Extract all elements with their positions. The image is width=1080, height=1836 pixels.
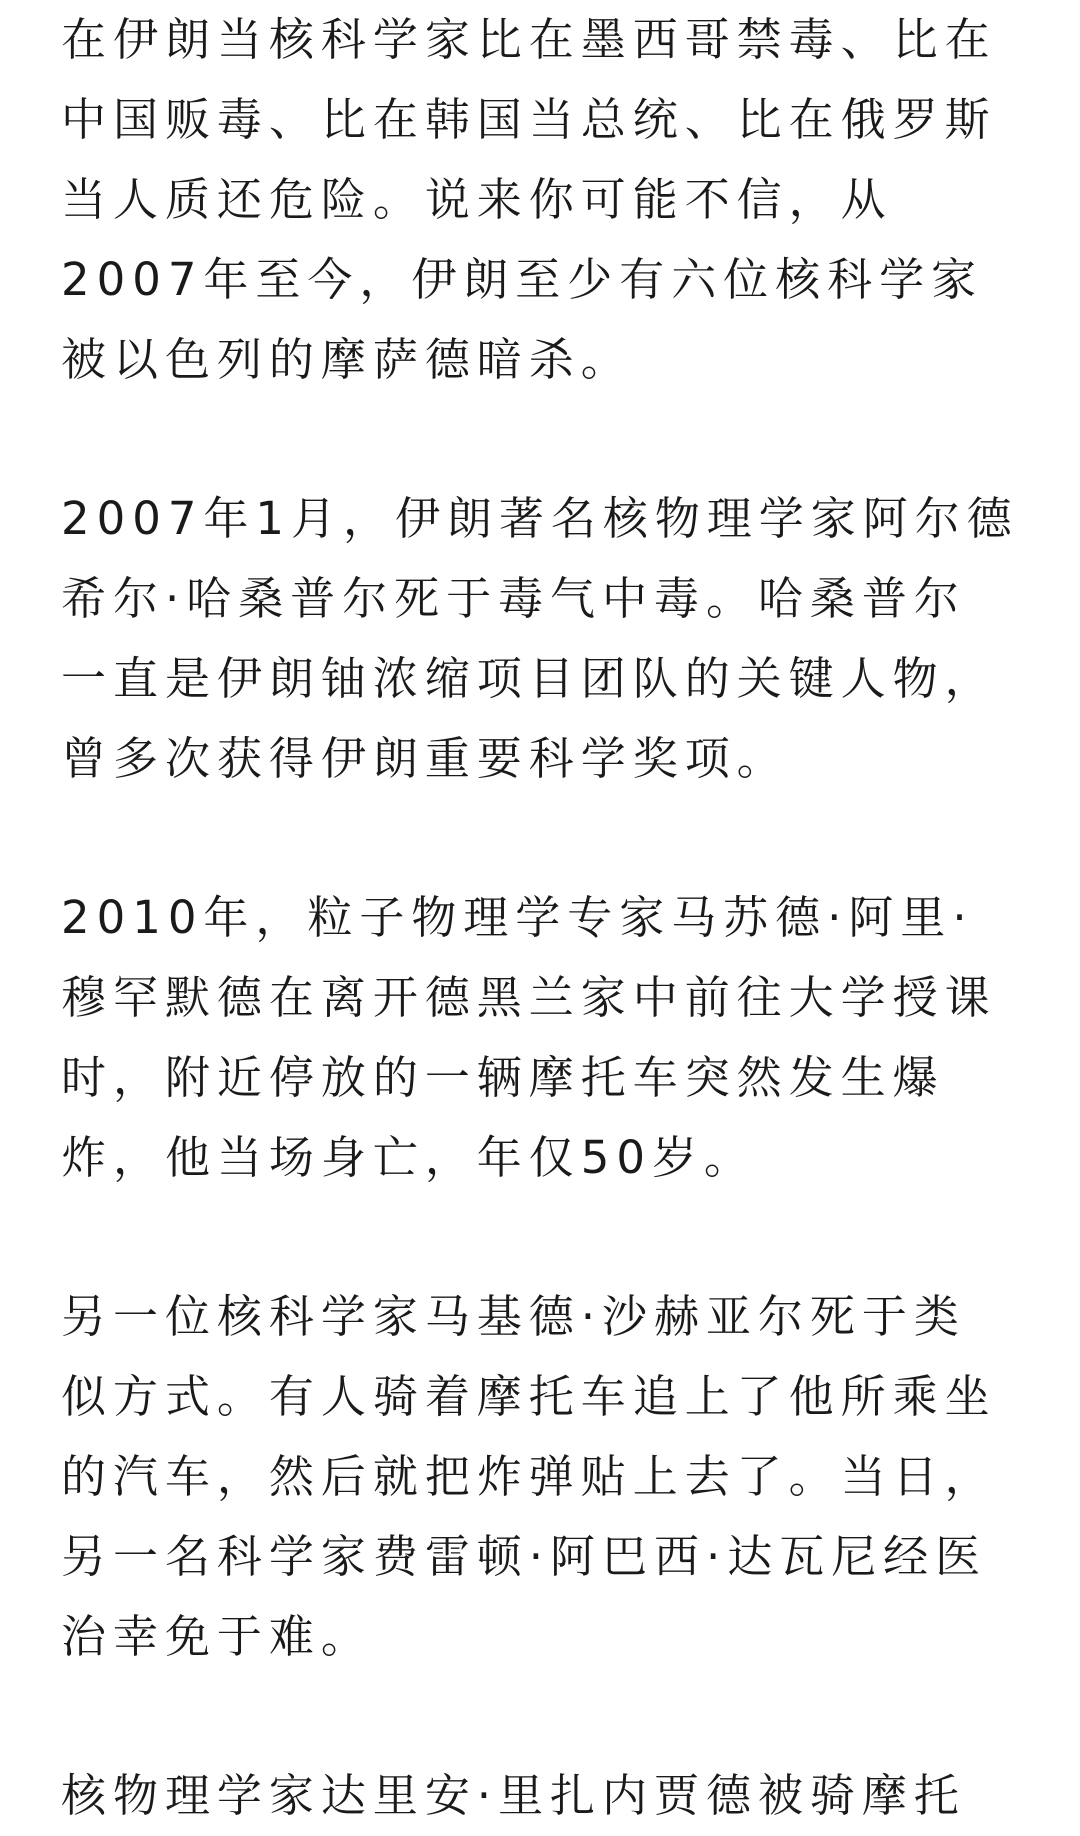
paragraph-shahriari [61,1277,1019,1677]
paragraph-intro [61,0,1019,400]
text-line: 治幸免于难。 [61,1610,373,1663]
text-line: 另一名科学家费雷顿·阿巴西·达瓦尼经医 [61,1530,988,1583]
text-line: 一直是伊朗铀浓缩项目团队的关键人物， [61,652,997,705]
text-line: 中国贩毒、比在韩国当总统、比在俄罗斯 [61,93,997,146]
text-line: 时，附近停放的一辆摩托车突然发生爆 [61,1051,945,1104]
text-line: 似方式。有人骑着摩托车追上了他所乘坐 [61,1370,997,1423]
paragraph-2010 [61,878,1019,1198]
text-line: 被以色列的摩萨德暗杀。 [61,333,633,386]
text-line: 炸，他当场身亡，年仅50岁。 [61,1131,756,1184]
text-line: 核物理学家达里安·里扎内贾德被骑摩托 [61,1769,966,1822]
text-line: 在伊朗当核科学家比在墨西哥禁毒、比在 [61,13,997,66]
article-body [61,0,1019,1836]
text-line: 穆罕默德在离开德黑兰家中前往大学授课 [61,971,997,1024]
paragraph-gap [61,799,1019,878]
paragraph-gap [61,1677,1019,1756]
text-line: 的汽车，然后就把炸弹贴上去了。当日， [61,1450,997,1503]
paragraph-gap [61,1198,1019,1277]
text-line: 当人质还危险。说来你可能不信，从 [61,173,893,226]
text-line: 曾多次获得伊朗重要科学奖项。 [61,732,789,785]
paragraph-2007 [61,479,1019,799]
text-line: 另一位核科学家马基德·沙赫亚尔死于类 [61,1290,966,1343]
text-line: 2010年，粒子物理学专家马苏德·阿里· [61,891,974,944]
text-line: 希尔·哈桑普尔死于毒气中毒。哈桑普尔 [61,572,966,625]
text-line: 2007年1月，伊朗著名核物理学家阿尔德 [61,492,1019,545]
text-line: 2007年至今，伊朗至少有六位核科学家 [61,253,984,306]
paragraph-gap [61,400,1019,479]
paragraph-rezaeinejad [61,1756,1019,1836]
